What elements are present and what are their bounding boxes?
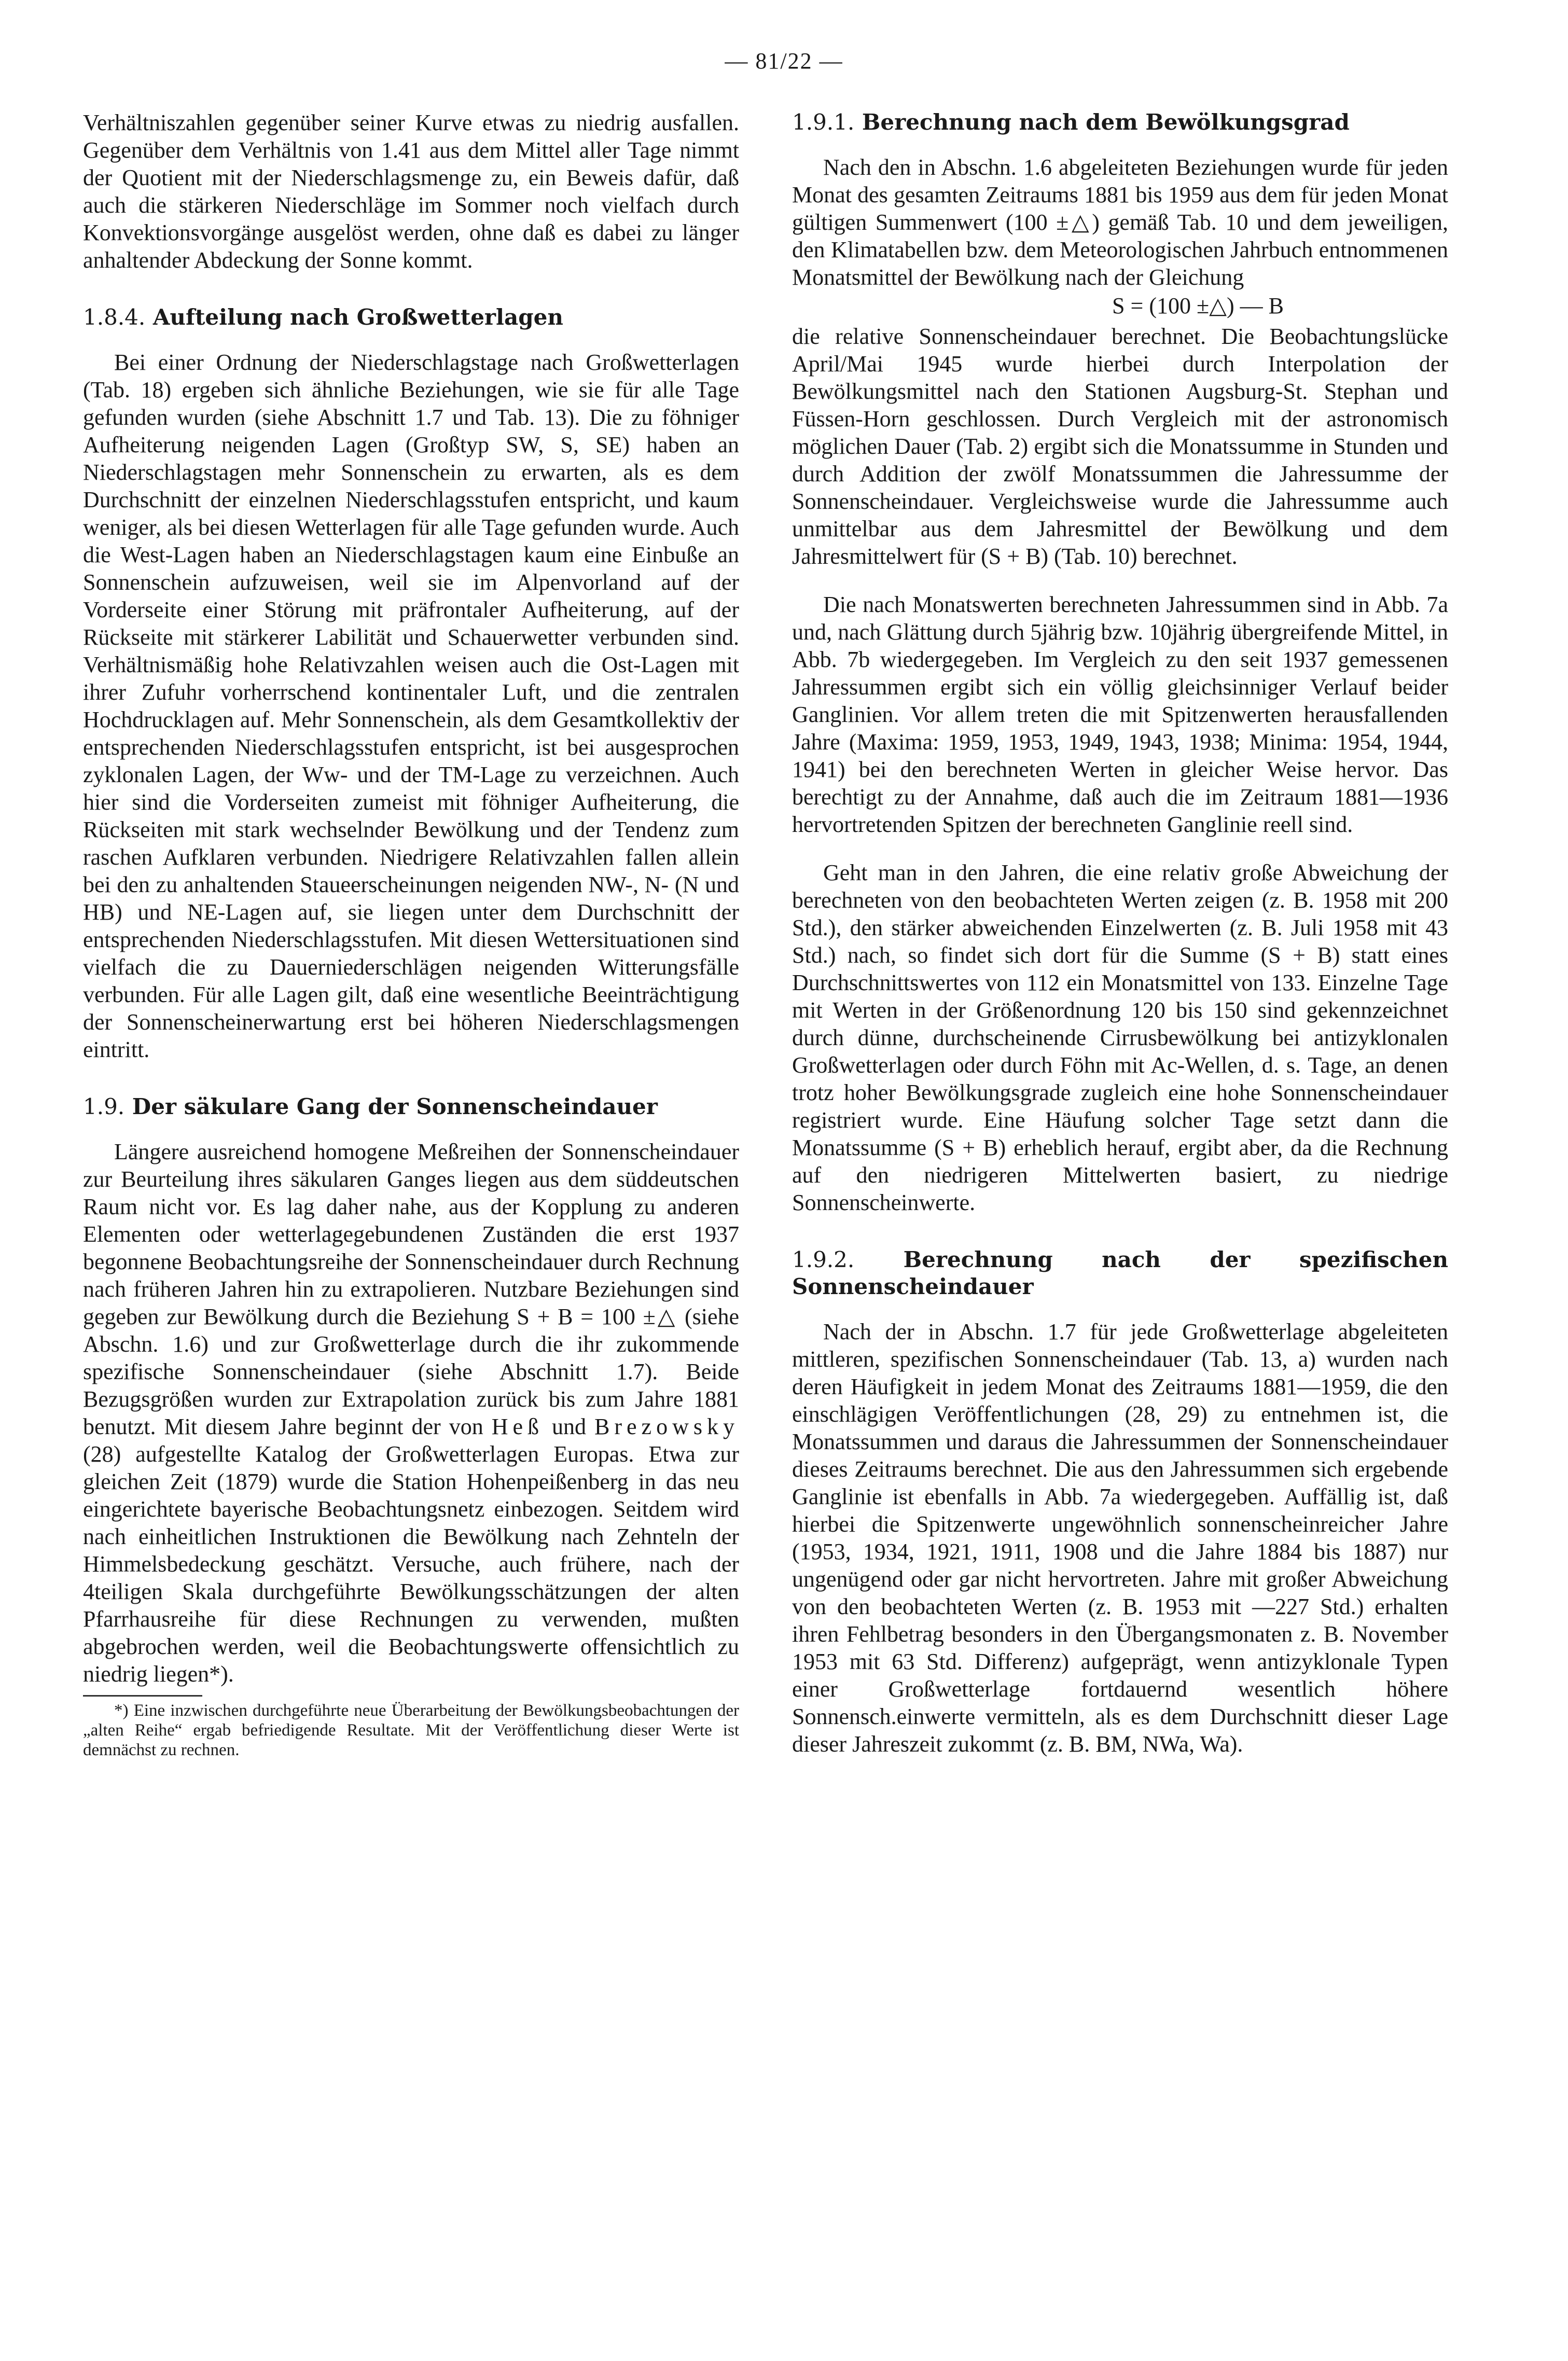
section-heading-1-9-1 [792, 109, 1448, 136]
paragraph-bewoelkungsgrad-method: die relative Sonnenscheindauer berechnet. Die Beobachtungslücke April/Mai 1945 wurde hierbei durch Interpolation der Bewölkungsmittel nach den Stationen Augsburg-St. Stephan und Füssen-Horn geschlossen. Durch Vergleich mit der astronomisch möglichen Dauer (Tab. 2) ergibt sich die Monatssumme in Stunden und durch Addition der zwölf Monatssummen die Jahressumme der Sonnenscheindauer. Vergleichsweise wurde die Jahressumme auch unmittelbar aus dem Jahresmittel der Bewölkung und dem Jahresmittelwert für (S + B) (Tab. 10) berechnet. [792, 324, 1448, 569]
paragraph-abweichungen: Geht man in den Jahren, die eine relativ große Abweichung der berechneten von den beobachteten Werten zeigen (z. B. 1958 mit 200 Std.), den stärker abweichenden Einzelwerten (z. B. Juli 1958 mit 43 Std.) nach, so findet sich dort für die Summe (S + B) statt eines Durchschnittswertes von 112 ein Monatsmittel von 133. Einzelne Tage mit Werten in der Größenordnung 120 bis 150 sind gekennzeichnet durch dünne, durchscheinende Cirrusbewölkung bei antizyklonalen Großwetterlagen oder durch Föhn mit Ac-Wellen, d. s. Tage, an denen trotz hoher Bewölkungsgrade zugleich eine hohe Sonnenscheindauer registriert wurde. Eine Häufung solcher Tage setzt dann die Monatssumme (S + B) erheblich herauf, ergibt aber, da die Rechnung auf den niedrigeren Mittelwerten basiert, zu niedrige Sonnenscheinwerte. [792, 860, 1448, 1215]
right-column [792, 109, 1448, 1758]
section-number: 1.9.2. [792, 1247, 855, 1272]
page-number: — 81/22 — [725, 48, 843, 74]
section-title: Berechnung nach dem Bewölkungsgrad [862, 109, 1350, 135]
paragraph-jahressummen: Die nach Monatswerten berechneten Jahressummen sind in Abb. 7a und, nach Glättung durch 5jährig bzw. 10jährig übergreifende Mittel, in Abb. 7b wiedergegeben. Im Vergleich zu den seit 1937 gemessenen Jahressummen ergibt sich ein völlig gleichsinniger Verlauf beider Ganglinien. Vor allem treten die mit Spitzenwerten herausfallenden Jahre (Maxima: 1959, 1953, 1949, 1943, 1938; Minima: 1954, 1944, 1941) bei den berechneten Werten in gleicher Weise hervor. Das berechtigt zu der Annahme, daß auch die im Zeitraum 1881—1936 hervortretenden Spitzen der berechneten Ganglinie reell sind. [792, 592, 1448, 837]
paragraph-saekularer-gang [83, 1138, 739, 1688]
paragraph-grosswetterlagen: Bei einer Ordnung der Niederschlagstage nach Großwetterlagen (Tab. 18) ergeben sich ähnliche Beziehungen, wie sie für alle Tage gefunden wurden (siehe Abschnitt 1.7 und Tab. 13). Die zu föhniger Aufheiterung neigenden Lagen (Großtyp SW, S, SE) haben an Niederschlagstagen mehr Sonnenschein zu erwarten, als es dem Durchschnitt der einzelnen Niederschlagsstufen entspricht, und kaum weniger, als bei diesen Wetterlagen für alle Tage gefunden wurde. Auch die West-Lagen haben an Niederschlagstagen kaum eine Einbuße an Sonnenschein aufzuweisen, weil sie im Alpenvorland auf der Vorderseite einer Störung mit präfrontaler Aufheiterung, auf der Rückseite mit stärkerer Labilität und Schauerwetter verbunden sind. Verhältnismäßig hohe Relativzahlen weisen auch die Ost-Lagen mit ihrer Zufuhr vorherrschend kontinentaler Luft, und die zentralen Hochdrucklagen auf. Mehr Sonnenschein, als dem Gesamtkollektiv der entsprechenden Niederschlagsstufen entspricht, ist bei ausgesprochen zyklonalen Lagen, der Ww- und der TM-Lage zu verzeichnen. Auch hier sind die Vorderseiten zumeist mit föhniger Aufheiterung, die Rückseiten mit stark wechselnder Bewölkung und der Tendenz zum raschen Aufklaren verbunden. Niedrigere Relativzahlen fallen allein bei den zu anhaltenden Staueerscheinungen neigenden NW-, N- (N und HB) und NE-Lagen auf, sie liegen unter dem Durchschnitt der entsprechenden Niederschlagsstufen. Mit diesen Wettersituationen sind vielfach die zu Dauerniederschlägen neigenden Witterungsfälle verbunden. Für alle Lagen gilt, daß eine wesentliche Beeinträchtigung der Sonnenscheinerwartung erst bei höheren Niederschlagsmengen eintritt. [83, 350, 739, 1062]
author-name-hess: Heß [491, 1414, 544, 1439]
section-number: 1.9. [83, 1094, 125, 1119]
section-number: 1.9.1. [792, 109, 855, 135]
section-title: Berechnung nach der spezifischen Sonnenscheindauer [792, 1247, 1449, 1299]
paragraph-bewoelkungsgrad-intro: Nach den in Abschn. 1.6 abgeleiteten Beziehungen wurde für jeden Monat des gesamten Zeitraums 1881 bis 1959 aus dem für jeden Monat gültigen Summenwert (100 ±△) gemäß Tab. 10 und dem jeweiligen, den Klimatabellen bzw. dem Meteorologischen Jahrbuch entnommenen Monatsmittel der Bewölkung nach der Gleichung [792, 155, 1448, 290]
equation: S = (100 ±△) — B [1112, 293, 1284, 318]
paragraph-text: (28) aufgestellte Katalog der Großwetterlagen Europas. Etwa zur gleichen Zeit (1879) wurde die Station Hohenpeißenberg in das neu eingerichtete bayerische Beobachtungsnetz einbezogen. Seitdem wird nach einheitlichen Instruktionen die Bewölkung nach Zehnteln der Himmelsbedeckung geschätzt. Versuche, auch frühere, nach der 4teiligen Skala durchgeführte Bewölkungsschätzungen der alten Pfarrhausreihe für diese Rechnungen zu verwenden, mußten abgebrochen werden, weil die Beobachtungswerte offensichtlich zu niedrig liegen*). [83, 1441, 739, 1687]
section-title: Der säkulare Gang der Sonnenscheindauer [132, 1094, 658, 1119]
footnote-divider [83, 1695, 202, 1697]
footnote: *) Eine inzwischen durchgeführte neue Überarbeitung der Bewölkungsbeobachtungen der „alten Reihe“ ergab befriedigende Resultate. Mit der Veröffentlichung dieser Werte ist demnächst zu rechnen. [83, 1701, 739, 1759]
paragraph-text: und [544, 1414, 595, 1439]
paragraph-continuation: Verhältniszahlen gegenüber seiner Kurve etwas zu niedrig ausfallen. Gegenüber dem Verhältnis von 1.41 aus dem Mittel aller Tage nimmt der Quotient mit der Niederschlagsmenge zu, ein Beweis dafür, daß auch die stärkeren Niederschläge im Sommer noch vielfach durch Konvektionsvorgänge ausgelöst werden, ohne daß es dabei zu länger anhaltender Abdeckung der Sonne kommt. [83, 110, 739, 273]
left-column [83, 109, 739, 1760]
paragraph-text: Längere ausreichend homogene Meßreihen der Sonnenscheindauer zur Beurteilung ihres säkularen Ganges liegen aus dem süddeutschen Raum nicht vor. Es lag daher nahe, aus der Kopplung zu anderen Elementen oder wetterlagegebundenen Zuständen die erst 1937 begonnene Beobachtungsreihe der Sonnenscheindauer durch Rechnung nach früheren Jahren hin zu extrapolieren. Nutzbare Beziehungen sind gegeben zur Bewölkung durch die Beziehung S + B = 100 ±△ (siehe Abschn. 1.6) und zur Großwetterlage durch die ihr zukommende spezifische Sonnenscheindauer (siehe Abschnitt 1.7). Beide Bezugsgrößen wurden zur Extrapolation zurück bis zum Jahre 1881 benutzt. Mit diesem Jahre beginnt der von [83, 1139, 739, 1439]
section-heading-1-9 [83, 1093, 739, 1120]
author-name-brezowsky: Brezowsky [594, 1414, 739, 1439]
paragraph-spezifische-sonnenscheindauer: Nach der in Abschn. 1.7 für jede Großwetterlage abgeleiteten mittleren, spezifischen Sonnenscheindauer (Tab. 13, a) wurden nach deren Häufigkeit in jedem Monat des Zeitraums 1881—1959, die den einschlägigen Veröffentlichungen (28, 29) zu entnehmen ist, die Monatssummen und daraus die Jahressummen der Sonnenscheindauer dieses Zeitraums berechnet. Die aus den Jahressummen sich ergebende Ganglinie ist ebenfalls in Abb. 7a wiedergegeben. Auffällig ist, daß hierbei die Spitzenwerte ungewöhnlich sonnenscheinreicher Jahre (1953, 1934, 1921, 1911, 1908 und die Jahre 1884 bis 1887) nur ungenügend oder gar nicht hervortreten. Jahre mit großer Abweichung von den beobachteten Werten (z. B. 1953 mit —227 Std.) erhalten ihren Fehlbetrag besonders in den Übergangsmonaten z. B. November 1953 mit 63 Std. Differenz) aufgeprägt, wenn antizyklonale Typen einer Großwetterlage fortdauernd wesentlich höhere Sonnensch.einwerte vermitteln, als es dem Durchschnitt dieser Lage dieser Jahreszeit zukommt (z. B. BM, NWa, Wa). [792, 1319, 1448, 1757]
section-heading-1-8-4 [83, 304, 739, 331]
section-title: Aufteilung nach Großwetterlagen [152, 304, 563, 330]
section-number: 1.8.4. [83, 304, 146, 330]
section-heading-1-9-2 [792, 1246, 1448, 1300]
